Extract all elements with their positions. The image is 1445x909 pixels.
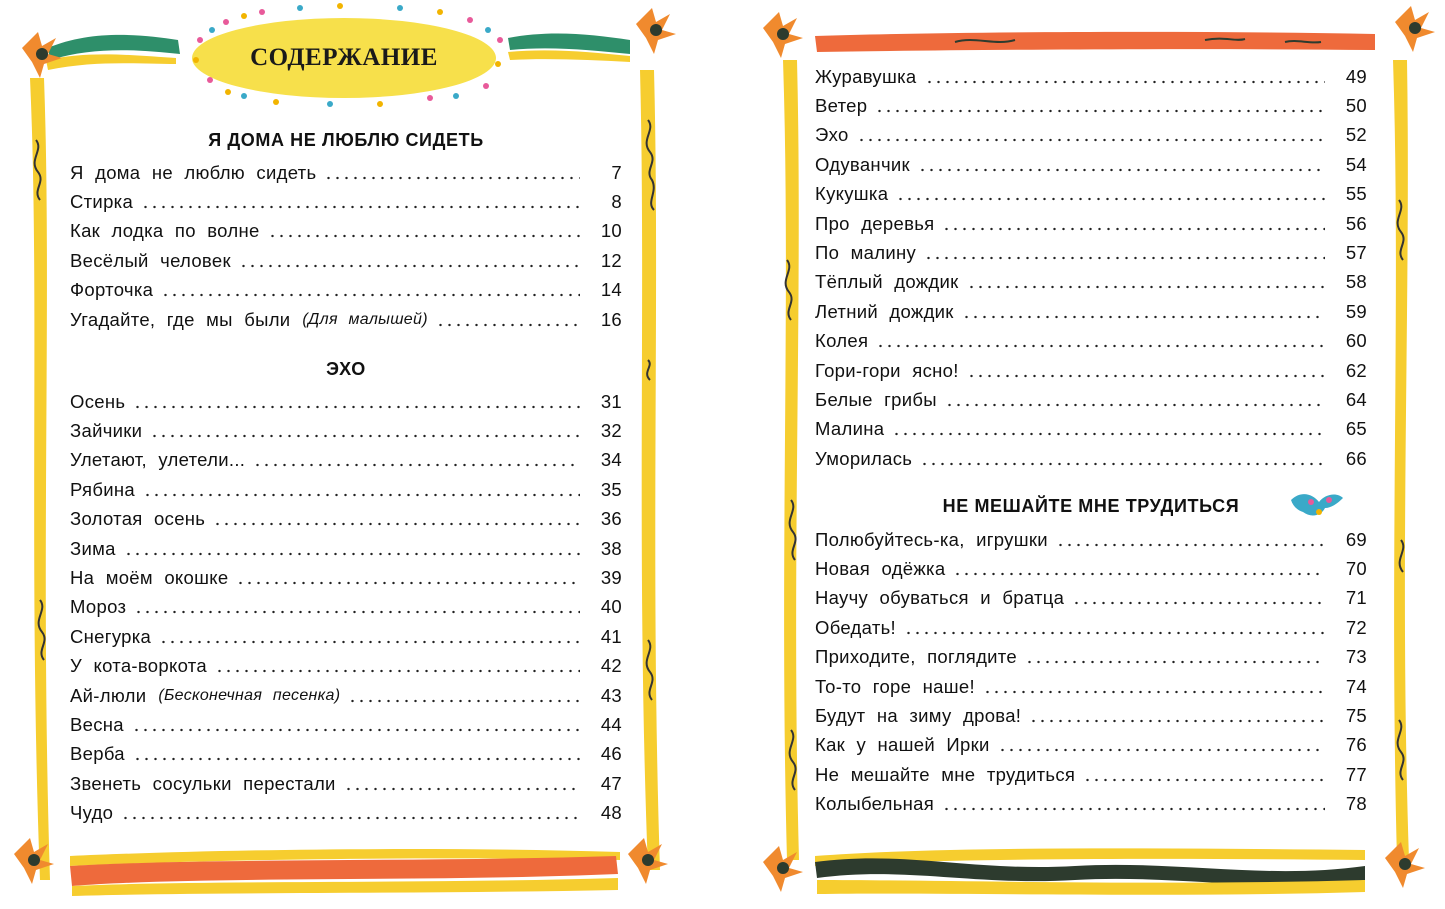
toc-entry[interactable]	[815, 238, 1367, 267]
entry-title: Как у нашей Ирки	[815, 734, 990, 756]
page-number: 55	[1345, 183, 1367, 205]
toc-entry[interactable]	[70, 710, 622, 739]
entry-title: Снегурка	[70, 625, 152, 647]
dot-leader	[141, 203, 580, 211]
toc-entry[interactable]	[70, 158, 622, 187]
page-number: 56	[1345, 212, 1367, 234]
page-number: 7	[611, 161, 622, 183]
toc-entry[interactable]	[815, 356, 1367, 385]
toc-entry[interactable]	[70, 475, 622, 504]
entry-title: Малина	[815, 418, 885, 440]
entry-title: Я дома не люблю сидеть	[70, 161, 317, 183]
dot-leader	[1056, 541, 1325, 549]
page-number: 52	[1345, 124, 1367, 146]
entry-title: По малину	[815, 242, 917, 264]
toc-entry[interactable]	[70, 187, 622, 216]
entry-note: (Для малышей)	[302, 310, 428, 328]
entry-title: Зима	[70, 537, 116, 559]
entry-title: Угадайте, где мы были	[70, 308, 291, 330]
page-number: 12	[600, 249, 622, 271]
dot-leader	[962, 313, 1325, 321]
page-number: 41	[600, 625, 622, 647]
toc-entry[interactable]	[815, 297, 1367, 326]
toc-entry[interactable]	[815, 209, 1367, 238]
entry-title: Осень	[70, 390, 126, 412]
toc-entry[interactable]	[70, 593, 622, 622]
toc-entry[interactable]	[70, 387, 622, 416]
page-number: 40	[600, 596, 622, 618]
entry-title: Ай-люли	[70, 684, 147, 706]
entry-note: (Бесконечная песенка)	[158, 686, 341, 704]
page-number: 59	[1345, 300, 1367, 322]
entry-title: Будут на зиму дрова!	[815, 705, 1022, 727]
contents-title: СОДЕРЖАНИЕ	[250, 44, 438, 71]
page-number: 50	[1345, 95, 1367, 117]
page-number: 32	[600, 420, 622, 442]
entry-title: Колыбельная	[815, 793, 935, 815]
dot-leader	[150, 432, 580, 440]
dot-leader	[920, 460, 1325, 468]
dot-leader	[133, 403, 580, 411]
entry-title: Форточка	[70, 279, 154, 301]
entry-title: Верба	[70, 743, 125, 765]
entry-title: Приходите, поглядите	[815, 646, 1017, 668]
toc-entry[interactable]	[815, 672, 1367, 701]
toc-entry[interactable]	[70, 652, 622, 681]
page-number: 62	[1345, 359, 1367, 381]
section-heading: Я ДОМА НЕ ЛЮБЛЮ СИДЕТЬ	[208, 130, 484, 150]
toc-entry[interactable]	[815, 415, 1367, 444]
dot-leader	[132, 726, 580, 734]
entry-title: Чудо	[70, 802, 114, 824]
toc-entry[interactable]	[70, 534, 622, 563]
page-number: 42	[600, 655, 622, 677]
toc-entry[interactable]	[815, 613, 1367, 642]
page-number: 48	[600, 802, 622, 824]
page-number: 44	[600, 713, 622, 735]
entry-title: Зайчики	[70, 420, 143, 442]
dot-leader	[942, 225, 1325, 233]
dot-leader	[896, 195, 1325, 203]
page-number: 76	[1345, 734, 1367, 756]
dot-leader	[143, 491, 580, 499]
entry-title: Полюбуйтесь-ка, игрушки	[815, 528, 1048, 550]
toc-entry[interactable]	[70, 246, 622, 275]
toc-entry[interactable]	[815, 385, 1367, 414]
dot-leader	[983, 688, 1325, 696]
page-number: 64	[1345, 388, 1367, 410]
toc-entry[interactable]	[815, 584, 1367, 613]
toc-entry[interactable]	[815, 180, 1367, 209]
dot-leader	[876, 342, 1325, 350]
dot-leader	[942, 805, 1325, 813]
toc-entry[interactable]	[815, 91, 1367, 120]
dot-leader	[134, 608, 580, 616]
page-number: 46	[600, 743, 622, 765]
dot-leader	[436, 321, 580, 329]
toc-entry[interactable]	[70, 769, 622, 798]
entry-title: Гори-гори ясно!	[815, 359, 959, 381]
entry-title: Эхо	[815, 124, 849, 146]
entry-title: Тёплый дождик	[815, 271, 959, 293]
entry-title: Про деревья	[815, 212, 935, 234]
dot-leader	[1072, 599, 1325, 607]
toc-entry[interactable]	[815, 525, 1367, 554]
dot-leader	[925, 78, 1326, 86]
dot-leader	[904, 629, 1325, 637]
entry-title: Колея	[815, 330, 869, 352]
page-number: 14	[600, 279, 622, 301]
page-number: 73	[1345, 646, 1367, 668]
toc-entry[interactable]	[70, 505, 622, 534]
entry-title: На моём окошке	[70, 567, 229, 589]
entry-title: Одуванчик	[815, 153, 910, 175]
toc-entry[interactable]	[815, 554, 1367, 583]
section-heading: НЕ МЕШАЙТЕ МНЕ ТРУДИТЬСЯ	[942, 496, 1240, 516]
toc-list	[815, 62, 1367, 473]
entry-title: Обедать!	[815, 616, 896, 638]
toc-entry[interactable]	[815, 327, 1367, 356]
page-number: 70	[1345, 558, 1367, 580]
page-number: 38	[600, 537, 622, 559]
toc-entry[interactable]	[70, 622, 622, 651]
page-number: 65	[1345, 418, 1367, 440]
dot-leader	[161, 291, 580, 299]
entry-title: Мороз	[70, 596, 127, 618]
dot-leader	[215, 667, 580, 675]
page-number: 60	[1345, 330, 1367, 352]
page-number: 74	[1345, 675, 1367, 697]
toc-entry[interactable]	[815, 701, 1367, 730]
toc-list	[70, 158, 622, 334]
dot-leader	[236, 579, 580, 587]
toc-entry[interactable]	[70, 305, 622, 334]
dot-leader	[953, 570, 1325, 578]
page-number: 54	[1345, 153, 1367, 175]
toc-list	[70, 387, 622, 828]
entry-title: Летний дождик	[815, 300, 954, 322]
entry-title: Звенеть сосульки перестали	[70, 772, 336, 794]
toc-entry[interactable]	[815, 150, 1367, 179]
dot-leader	[253, 461, 580, 469]
dot-leader	[892, 430, 1325, 438]
entry-title: Белые грибы	[815, 388, 937, 410]
page-number: 36	[600, 508, 622, 530]
toc-entry[interactable]	[815, 760, 1367, 789]
right-page	[745, 0, 1445, 909]
page-number: 77	[1345, 763, 1367, 785]
page-number: 66	[1345, 447, 1367, 469]
dot-leader	[1083, 776, 1325, 784]
dot-leader	[857, 136, 1325, 144]
toc-entry[interactable]	[815, 444, 1367, 473]
page-number: 49	[1345, 65, 1367, 87]
page-number: 71	[1345, 587, 1367, 609]
entry-title: Золотая осень	[70, 508, 206, 530]
dot-leader	[121, 814, 580, 822]
toc-entry[interactable]	[70, 416, 622, 445]
toc-entry[interactable]	[70, 798, 622, 827]
dot-leader	[967, 283, 1325, 291]
page-number: 78	[1345, 793, 1367, 815]
page-number: 69	[1345, 528, 1367, 550]
page-number: 35	[600, 478, 622, 500]
dot-leader	[124, 550, 580, 558]
dot-leader	[239, 262, 580, 270]
section-heading: ЭХО	[326, 359, 366, 379]
page-number: 8	[611, 191, 622, 213]
dot-leader	[918, 166, 1325, 174]
dot-leader	[998, 746, 1325, 754]
entry-title: Весна	[70, 713, 124, 735]
entry-title: Журавушка	[815, 65, 917, 87]
toc-entry[interactable]	[70, 446, 622, 475]
dot-leader	[924, 254, 1325, 262]
entry-title: Рябина	[70, 478, 135, 500]
page-number: 47	[600, 772, 622, 794]
page-number: 10	[600, 220, 622, 242]
dot-leader	[348, 697, 580, 705]
page-number: 34	[600, 449, 622, 471]
entry-title: Весёлый человек	[70, 249, 231, 271]
entry-title: Уморилась	[815, 447, 913, 469]
page-number: 31	[600, 390, 622, 412]
toc-entry[interactable]	[815, 121, 1367, 150]
page-number: 43	[600, 684, 622, 706]
entry-title: Как лодка по волне	[70, 220, 260, 242]
toc-entry[interactable]	[70, 740, 622, 769]
toc-entry[interactable]	[815, 790, 1367, 819]
entry-title: Научу обуваться и братца	[815, 587, 1065, 609]
toc-list	[815, 525, 1367, 819]
entry-title: Кукушка	[815, 183, 889, 205]
page-number: 16	[600, 308, 622, 330]
toc-entry[interactable]	[70, 217, 622, 246]
dot-leader	[268, 232, 580, 240]
dot-leader	[133, 755, 580, 763]
toc-entry[interactable]	[70, 563, 622, 592]
dot-leader	[159, 638, 580, 646]
page-number: 72	[1345, 616, 1367, 638]
entry-title: То-то горе наше!	[815, 675, 975, 697]
toc-entry[interactable]	[70, 276, 622, 305]
toc-entry[interactable]	[815, 268, 1367, 297]
dot-leader	[875, 107, 1325, 115]
dot-leader	[1025, 658, 1325, 666]
page-number: 58	[1345, 271, 1367, 293]
toc-entry[interactable]	[815, 731, 1367, 760]
dot-leader	[967, 372, 1325, 380]
page-number: 39	[600, 567, 622, 589]
page-number: 57	[1345, 242, 1367, 264]
entry-title: Стирка	[70, 191, 134, 213]
entry-title: Новая одёжка	[815, 558, 946, 580]
page-number: 75	[1345, 705, 1367, 727]
toc-entry[interactable]	[815, 643, 1367, 672]
dot-leader	[213, 520, 580, 528]
dot-leader	[344, 785, 580, 793]
left-page	[0, 0, 700, 909]
toc-entry[interactable]	[815, 62, 1367, 91]
toc-entry[interactable]	[70, 681, 622, 710]
entry-title: Ветер	[815, 95, 868, 117]
entry-title: Улетают, улетели...	[70, 449, 246, 471]
dot-leader	[324, 174, 580, 182]
entry-title: У кота-воркота	[70, 655, 207, 677]
entry-title: Не мешайте мне трудиться	[815, 763, 1076, 785]
dot-leader	[945, 401, 1325, 409]
dot-leader	[1029, 717, 1325, 725]
